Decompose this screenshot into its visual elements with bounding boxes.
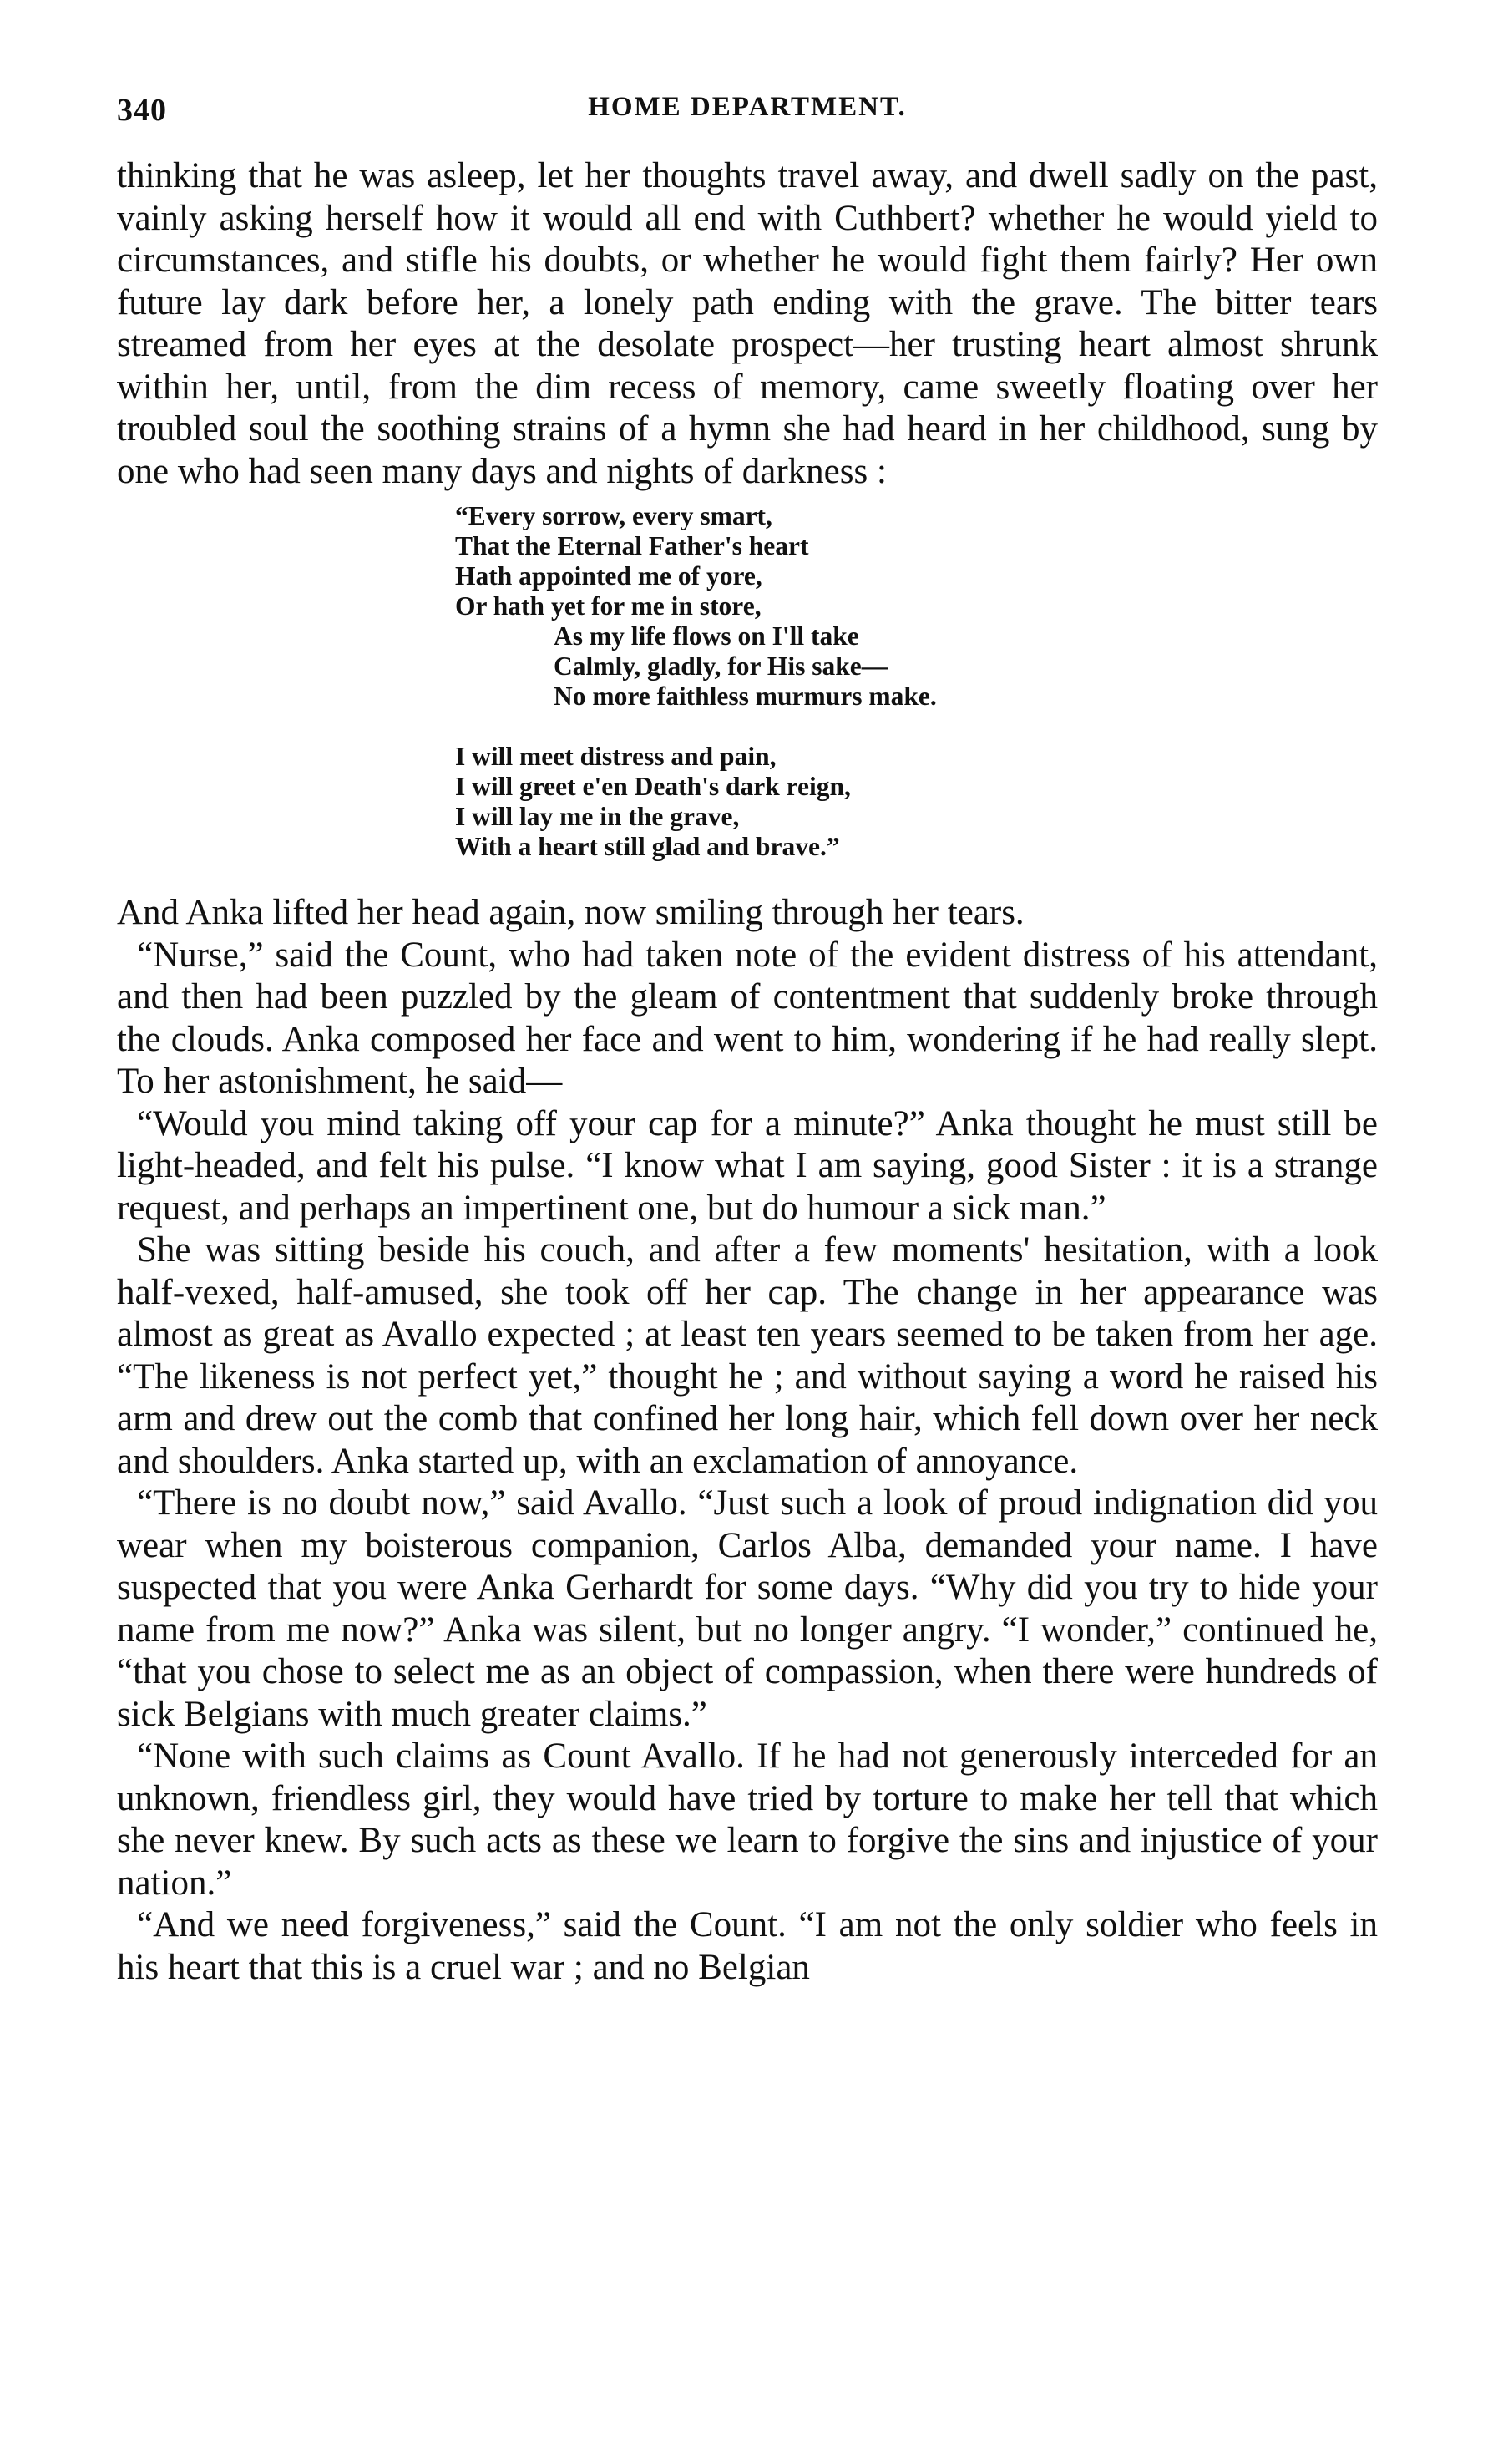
poem-stanza-2 — [455, 742, 1378, 862]
poem-line: I will meet distress and pain, — [455, 742, 777, 771]
poem-line: “Every sorrow, every smart, — [455, 501, 772, 530]
poem-line: Or hath yet for me in store, — [455, 591, 762, 621]
poem-line: Calmly, gladly, for His sake— — [554, 651, 888, 681]
poem-line: With a heart still glad and brave.” — [455, 832, 840, 861]
paragraph: “Would you mind taking off your cap for a minute?” Anka thought he must still be light-headed, and felt his pulse. “I know what I am saying, good Sister : it is a strange request, and perhaps an impertinent one, but do humour a sick man.” — [117, 1103, 1378, 1228]
paragraph: “None with such claims as Count Avallo. If he had not generously interceded for an unknown, friendless girl, they would have tried by torture to make her tell that which she never knew. By such acts as these we learn to forgive the sins and injustice of your nation.” — [117, 1736, 1378, 1903]
poem-stanza-1 — [455, 501, 1378, 712]
poem-line: No more faithless murmurs make. — [554, 682, 937, 711]
paragraph: And Anka lifted her head again, now smiling through her tears. — [117, 893, 1025, 932]
book-page — [117, 92, 1378, 2431]
poem-line: I will lay me in the grave, — [455, 802, 740, 831]
running-head: HOME DEPARTMENT. — [588, 92, 907, 122]
hymn-poem — [455, 501, 1378, 862]
paragraph: “Nurse,” said the Count, who had taken note of the evident distress of his attendant, and then had been puzzled by the gleam of contentment that suddenly broke through the clouds. Anka composed her face and went to him, wondering if he had really slept. To her astonishment, he said— — [117, 935, 1378, 1101]
page-header — [117, 92, 1378, 142]
paragraph: She was sitting beside his couch, and after a few moments' hesitation, with a look half-vexed, half-amused, she took off her cap. The change in her appearance was almost as great as Avallo expected ; at least ten years seemed to be taken from her age. “The likeness is not perfect yet,” thought he ; and without saying a word he raised his arm and drew out the comb that confined her long hair, which fell down over her neck and shoulders. Anka started up, with an exclamation of annoyance. — [117, 1230, 1378, 1481]
poem-line: That the Eternal Father's heart — [455, 531, 809, 560]
page-number: 340 — [117, 93, 167, 128]
poem-line: I will greet e'en Death's dark reign, — [455, 772, 851, 801]
paragraph: “There is no doubt now,” said Avallo. “Just such a look of proud indignation did you wear when my boisterous companion, Carlos Alba, demanded your name. I have suspected that you were Anka Gerhardt for some days. “Why did you try to hide your name from me now?” Anka was silent, but no longer angry. “I wonder,” continued he, “that you chose to select me as an object of compassion, when there were hundreds of sick Belgians with much greater claims.” — [117, 1483, 1378, 1734]
poem-line: As my life flows on I'll take — [554, 621, 859, 651]
paragraph-opening: thinking that he was asleep, let her thoughts travel away, and dwell sadly on the past, vainly asking herself how it would all end with Cuthbert? whether he would yield to circumstances, and stifle his doubts, or whether he would fight them fairly? Her own future lay dark before her, a lonely path ending with the grave. The bitter tears streamed from her eyes at the desolate prospect—her trusting heart almost shrunk within her, until, from the dim recess of memory, came sweetly floating over her troubled soul the soothing strains of a hymn she had heard in her childhood, sung by one who had seen many days and nights of darkness : — [117, 156, 1378, 491]
paragraph: “And we need forgiveness,” said the Count. “I am not the only soldier who feels in his heart that this is a cruel war ; and no Belgian — [117, 1905, 1378, 1987]
poem-line: Hath appointed me of yore, — [455, 561, 762, 591]
